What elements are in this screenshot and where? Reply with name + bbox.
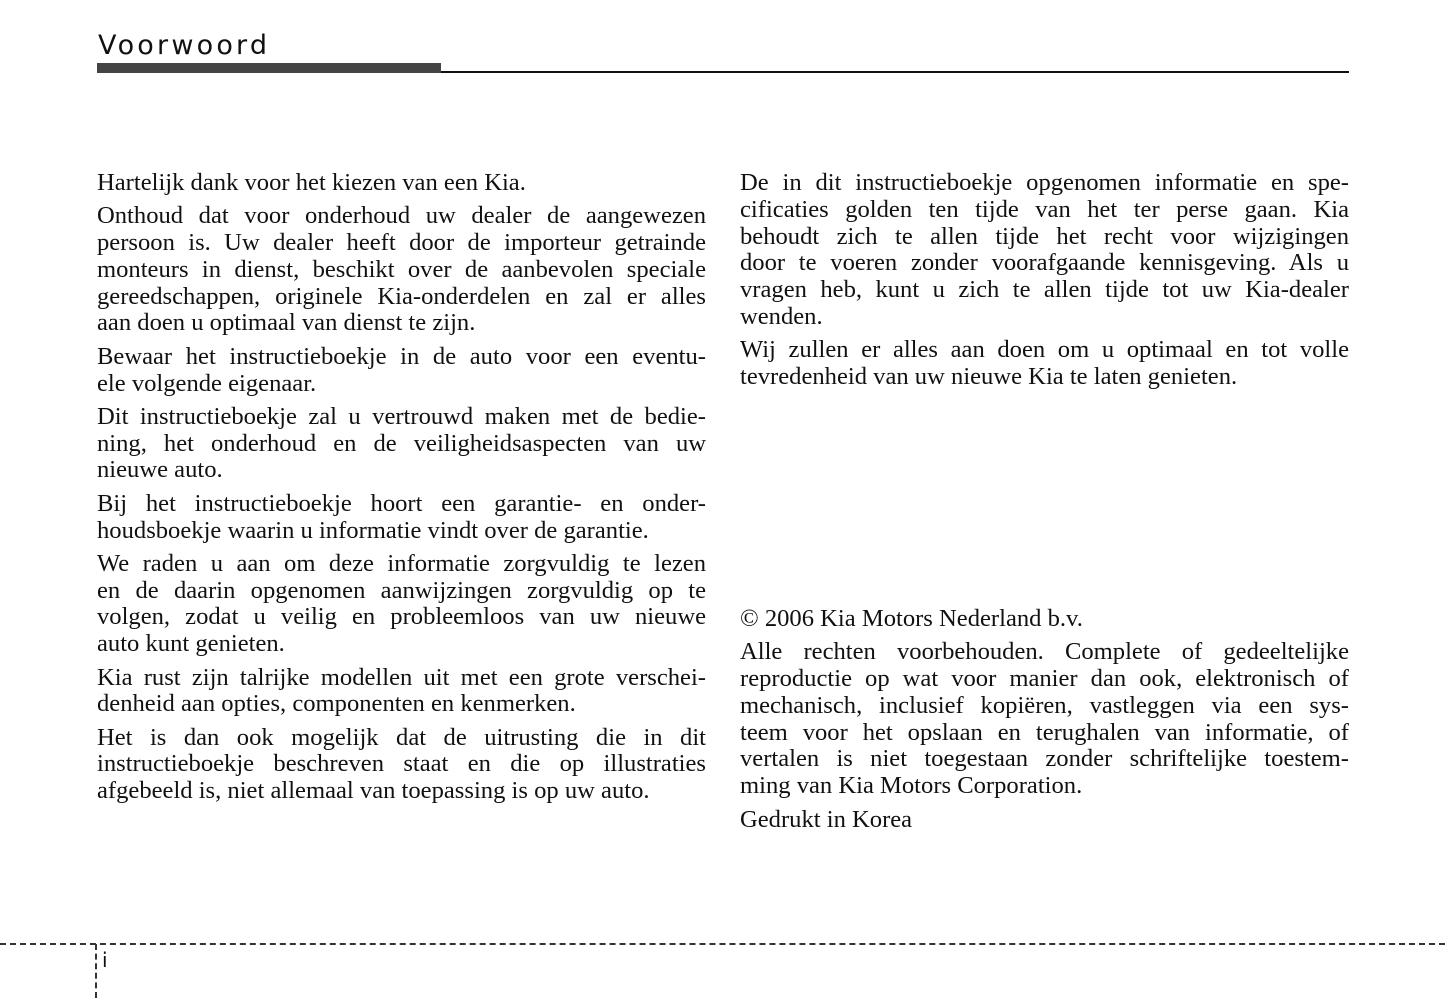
text-line: Bij het instructieboekje hoort een garantie- en onder- (97, 489, 706, 517)
text-line: en de daarin opgenomen aanwijzingen zorgvuldig op te (97, 576, 706, 604)
paragraph (97, 551, 706, 658)
text-line: Het is dan ook mogelijk dat de uitrusting die in dit (97, 723, 706, 751)
paragraph (740, 606, 1349, 633)
section-title: Voorwoord (98, 30, 271, 61)
text-line: ele volgende eigenaar. (97, 369, 317, 397)
paragraph (97, 665, 706, 719)
text-line: mechanisch, inclusief kopiëren, vastleggen via een sys- (740, 691, 1349, 719)
text-line: nieuwe auto. (97, 456, 223, 484)
text-line: teem voor het opslaan en terughalen van informatie, of (740, 718, 1349, 746)
paragraph (740, 639, 1349, 800)
header-rule (441, 71, 1349, 73)
page-number: i (102, 948, 108, 972)
text-line: afgebeeld is, niet allemaal van toepassing is op uw auto. (97, 777, 650, 805)
text-line: houdsboekje waarin u informatie vindt over de garantie. (97, 516, 649, 544)
header-bar (97, 63, 441, 73)
text-line: denheid aan opties, componenten en kenmerken. (97, 690, 576, 718)
paragraph (97, 203, 706, 337)
text-line: Hartelijk dank voor het kiezen van een Kia. (97, 169, 526, 196)
paragraph (97, 725, 706, 805)
paragraph (97, 344, 706, 398)
text-line: instructieboekje beschreven staat en die op illustraties (97, 750, 706, 778)
footer-dashed-line (0, 943, 1445, 945)
text-line: ning, het onderhoud en de veiligheidsaspecten van uw (97, 429, 706, 457)
text-line: wenden. (740, 302, 823, 330)
paragraph (97, 170, 706, 197)
text-line: Onthoud dat voor onderhoud uw dealer de aangewezen (97, 202, 706, 230)
text-line: Dit instructieboekje zal u vertrouwd maken met de bedie- (97, 402, 706, 430)
paragraph (740, 170, 1349, 331)
paragraph (97, 491, 706, 545)
text-line: vragen heb, kunt u zich te allen tijde tot uw Kia-dealer (740, 276, 1349, 304)
text-line: Gedrukt in Korea (740, 805, 913, 833)
right-column (740, 170, 1349, 397)
text-line: door te voeren zonder voorafgaande kennisgeving. Als u (740, 249, 1349, 277)
text-line: Kia rust zijn talrijke modellen uit met een grote verschei- (97, 663, 706, 691)
text-line: De in dit instructieboekje opgenomen informatie en spe- (740, 169, 1349, 196)
paragraph (740, 807, 1349, 834)
text-line: We raden u aan om deze informatie zorgvuldig te lezen (97, 549, 706, 577)
text-line: persoon is. Uw dealer heeft door de importeur getrainde (97, 229, 706, 257)
text-line: tevredenheid van uw nieuwe Kia te laten genieten. (740, 363, 1238, 391)
text-line: gereedschappen, originele Kia-onderdelen en zal er alles (97, 282, 706, 310)
copyright-block (740, 606, 1349, 840)
footer-dashed-margin (95, 944, 97, 998)
text-line: aan doen u optimaal van dienst te zijn. (97, 309, 476, 337)
text-line: Alle rechten voorbehouden. Complete of gedeeltelijke (740, 638, 1349, 666)
text-line: ming van Kia Motors Corporation. (740, 772, 1083, 800)
text-line: © 2006 Kia Motors Nederland b.v. (740, 605, 1083, 632)
text-line: reproductie op wat voor manier dan ook, elektronisch of (740, 665, 1349, 693)
left-column (97, 170, 706, 812)
text-line: behoudt zich te allen tijde het recht voor wijzigingen (740, 222, 1349, 250)
text-line: auto kunt genieten. (97, 630, 285, 658)
text-line: monteurs in dienst, beschikt over de aanbevolen speciale (97, 255, 706, 283)
text-line: vertalen is niet toegestaan zonder schriftelijke toestem- (740, 745, 1349, 773)
text-line: volgen, zodat u veilig en probleemloos van uw nieuwe (97, 603, 706, 631)
paragraph (97, 404, 706, 484)
paragraph (740, 337, 1349, 391)
text-line: cificaties golden ten tijde van het ter perse gaan. Kia (740, 195, 1349, 223)
text-line: Bewaar het instructieboekje in de auto voor een eventu- (97, 342, 706, 370)
text-line: Wij zullen er alles aan doen om u optimaal en tot volle (740, 336, 1349, 364)
